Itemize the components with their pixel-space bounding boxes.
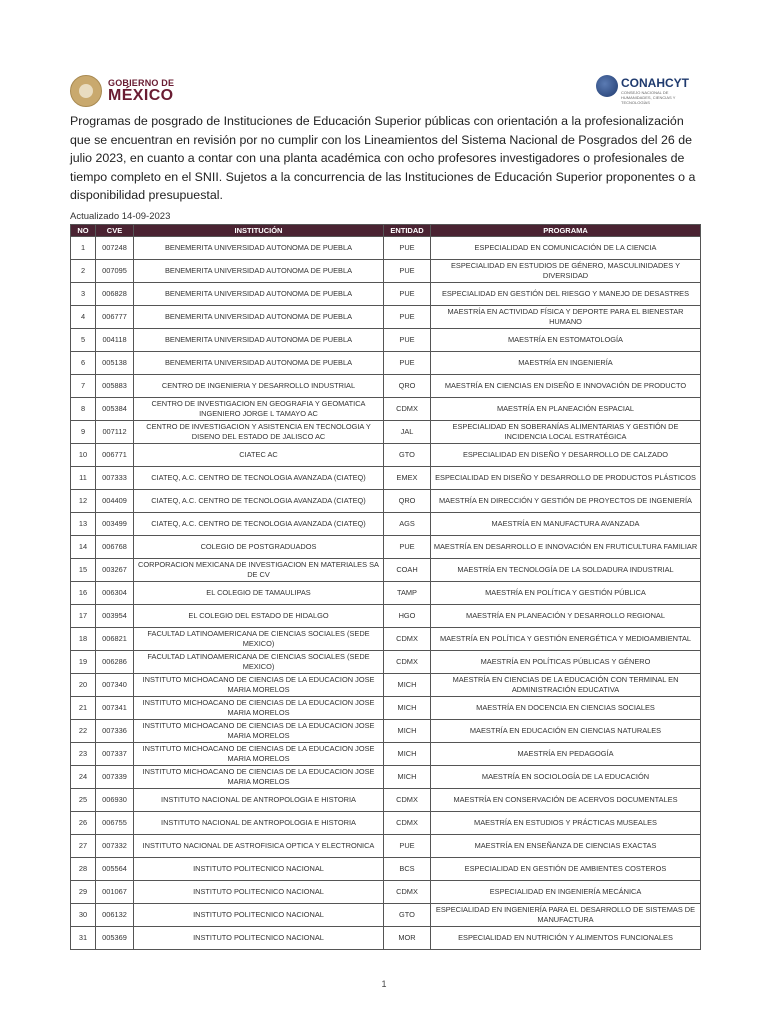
cell-institucion: CORPORACION MEXICANA DE INVESTIGACION EN MATERIALES SA DE CV <box>134 559 384 582</box>
table-row <box>71 352 701 375</box>
cell-no: 5 <box>71 329 96 352</box>
cell-no: 18 <box>71 628 96 651</box>
cell-cve: 006304 <box>96 582 134 605</box>
cell-cve: 007340 <box>96 674 134 697</box>
cell-institucion: INSTITUTO MICHOACANO DE CIENCIAS DE LA EDUCACION JOSE MARIA MORELOS <box>134 766 384 789</box>
cell-cve: 006771 <box>96 444 134 467</box>
cell-programa: ESPECIALIDAD EN GESTIÓN DE AMBIENTES COSTEROS <box>431 858 701 881</box>
cell-entidad: MICH <box>384 766 431 789</box>
cell-cve: 007336 <box>96 720 134 743</box>
table-row <box>71 421 701 444</box>
cell-programa: MAESTRÍA EN SOCIOLOGÍA DE LA EDUCACIÓN <box>431 766 701 789</box>
cell-institucion: COLEGIO DE POSTGRADUADOS <box>134 536 384 559</box>
updated-date: Actualizado 14-09-2023 <box>70 211 171 222</box>
cell-institucion: INSTITUTO NACIONAL DE ANTROPOLOGIA E HISTORIA <box>134 789 384 812</box>
cell-no: 16 <box>71 582 96 605</box>
col-header-institucion: INSTITUCIÓN <box>134 225 384 237</box>
cell-institucion: EL COLEGIO DE TAMAULIPAS <box>134 582 384 605</box>
cell-programa: MAESTRÍA EN DIRECCIÓN Y GESTIÓN DE PROYECTOS DE INGENIERÍA <box>431 490 701 513</box>
cell-no: 1 <box>71 237 96 260</box>
table-row <box>71 283 701 306</box>
cell-no: 27 <box>71 835 96 858</box>
cell-cve: 004409 <box>96 490 134 513</box>
page-header <box>0 0 768 110</box>
gob-logo-small-text: GOBIERNO DE <box>108 78 175 88</box>
cell-cve: 006777 <box>96 306 134 329</box>
cell-cve: 007333 <box>96 467 134 490</box>
cell-institucion: CIATEQ, A.C. CENTRO DE TECNOLOGIA AVANZADA (CIATEQ) <box>134 490 384 513</box>
cell-programa: ESPECIALIDAD EN GESTIÓN DEL RIESGO Y MANEJO DE DESASTRES <box>431 283 701 306</box>
cell-programa: MAESTRÍA EN PLANEACIÓN Y DESARROLLO REGIONAL <box>431 605 701 628</box>
cell-entidad: CDMX <box>384 628 431 651</box>
intro-paragraph: Programas de posgrado de Instituciones de Educación Superior públicas con orientación a la profesionalización que se encuentran en revisión por no cumplir con los Lineamientos del Sistema Nacional de Posgrados del 26 de julio 2023, en cuanto a contar con una planta académica con ocho profesores investigadores o profesionales de tiempo completo en el SNII. Sujetos a la concurrencia de las Instituciones de Educación Superior proponentes o a disponibilidad presupuestal. <box>70 114 696 202</box>
cell-no: 19 <box>71 651 96 674</box>
cell-entidad: GTO <box>384 904 431 927</box>
table-row <box>71 260 701 283</box>
cell-cve: 006930 <box>96 789 134 812</box>
cell-entidad: PUE <box>384 835 431 858</box>
table-row <box>71 812 701 835</box>
col-header-no: NO <box>71 225 96 237</box>
cell-entidad: PUE <box>384 306 431 329</box>
cell-cve: 003954 <box>96 605 134 628</box>
cell-cve: 003499 <box>96 513 134 536</box>
cell-institucion: INSTITUTO POLITECNICO NACIONAL <box>134 927 384 950</box>
cell-no: 6 <box>71 352 96 375</box>
national-seal-icon <box>70 75 102 107</box>
cell-cve: 005138 <box>96 352 134 375</box>
cell-institucion: CIATEC AC <box>134 444 384 467</box>
conahcyt-logo <box>596 73 706 103</box>
cell-entidad: CDMX <box>384 881 431 904</box>
cell-no: 11 <box>71 467 96 490</box>
table-row <box>71 789 701 812</box>
cell-institucion: CENTRO DE INVESTIGACION Y ASISTENCIA EN TECNOLOGIA Y DISENO DEL ESTADO DE JALISCO AC <box>134 421 384 444</box>
cell-institucion: BENEMERITA UNIVERSIDAD AUTONOMA DE PUEBLA <box>134 329 384 352</box>
cell-entidad: AGS <box>384 513 431 536</box>
cell-institucion: CENTRO DE INGENIERIA Y DESARROLLO INDUSTRIAL <box>134 375 384 398</box>
cell-programa: MAESTRÍA EN ESTUDIOS Y PRÁCTICAS MUSEALES <box>431 812 701 835</box>
cell-programa: ESPECIALIDAD EN INGENIERÍA PARA EL DESARROLLO DE SISTEMAS DE MANUFACTURA <box>431 904 701 927</box>
table-row <box>71 674 701 697</box>
cell-institucion: INSTITUTO MICHOACANO DE CIENCIAS DE LA EDUCACION JOSE MARIA MORELOS <box>134 720 384 743</box>
cell-no: 12 <box>71 490 96 513</box>
cell-entidad: COAH <box>384 559 431 582</box>
cell-entidad: MOR <box>384 927 431 950</box>
cell-cve: 006768 <box>96 536 134 559</box>
cell-entidad: PUE <box>384 283 431 306</box>
cell-institucion: INSTITUTO POLITECNICO NACIONAL <box>134 881 384 904</box>
cell-institucion: BENEMERITA UNIVERSIDAD AUTONOMA DE PUEBLA <box>134 283 384 306</box>
table-row <box>71 904 701 927</box>
cell-cve: 007339 <box>96 766 134 789</box>
cell-institucion: BENEMERITA UNIVERSIDAD AUTONOMA DE PUEBLA <box>134 352 384 375</box>
cell-entidad: MICH <box>384 720 431 743</box>
cell-institucion: FACULTAD LATINOAMERICANA DE CIENCIAS SOCIALES (SEDE MEXICO) <box>134 628 384 651</box>
cell-programa: MAESTRÍA EN PEDAGOGÍA <box>431 743 701 766</box>
cell-no: 21 <box>71 697 96 720</box>
cell-programa: MAESTRÍA EN ESTOMATOLOGÍA <box>431 329 701 352</box>
cell-entidad: JAL <box>384 421 431 444</box>
cell-institucion: BENEMERITA UNIVERSIDAD AUTONOMA DE PUEBLA <box>134 260 384 283</box>
cell-no: 4 <box>71 306 96 329</box>
cell-no: 26 <box>71 812 96 835</box>
cell-entidad: QRO <box>384 375 431 398</box>
cell-no: 7 <box>71 375 96 398</box>
cell-programa: MAESTRÍA EN TECNOLOGÍA DE LA SOLDADURA INDUSTRIAL <box>431 559 701 582</box>
cell-institucion: CIATEQ, A.C. CENTRO DE TECNOLOGIA AVANZADA (CIATEQ) <box>134 513 384 536</box>
cell-entidad: TAMP <box>384 582 431 605</box>
table-row <box>71 306 701 329</box>
table-row <box>71 444 701 467</box>
cell-no: 30 <box>71 904 96 927</box>
cell-institucion: FACULTAD LATINOAMERICANA DE CIENCIAS SOCIALES (SEDE MEXICO) <box>134 651 384 674</box>
cell-programa: ESPECIALIDAD EN COMUNICACIÓN DE LA CIENCIA <box>431 237 701 260</box>
cell-no: 9 <box>71 421 96 444</box>
cell-entidad: MICH <box>384 697 431 720</box>
cell-cve: 006132 <box>96 904 134 927</box>
cell-cve: 004118 <box>96 329 134 352</box>
cell-programa: ESPECIALIDAD EN SOBERANÍAS ALIMENTARIAS Y GESTIÓN DE INCIDENCIA LOCAL ESTRATÉGICA <box>431 421 701 444</box>
table-row <box>71 513 701 536</box>
cell-programa: MAESTRÍA EN INGENIERÍA <box>431 352 701 375</box>
cell-programa: MAESTRÍA EN CIENCIAS DE LA EDUCACIÓN CON TERMINAL EN ADMINISTRACIÓN EDUCATIVA <box>431 674 701 697</box>
cell-institucion: INSTITUTO NACIONAL DE ANTROPOLOGIA E HISTORIA <box>134 812 384 835</box>
conahcyt-logo-subtext: CONSEJO NACIONAL DE HUMANIDADES, CIENCIAS Y TECNOLOGÍAS <box>621 90 676 105</box>
cell-entidad: MICH <box>384 674 431 697</box>
cell-cve: 006286 <box>96 651 134 674</box>
cell-programa: MAESTRÍA EN DESARROLLO E INNOVACIÓN EN FRUTICULTURA FAMILIAR <box>431 536 701 559</box>
table-header-row <box>71 225 701 237</box>
cell-cve: 006755 <box>96 812 134 835</box>
gob-logo-big-text: MÉXICO <box>108 87 174 104</box>
cell-entidad: BCS <box>384 858 431 881</box>
page-number: 1 <box>381 979 387 989</box>
table-row <box>71 835 701 858</box>
table-row <box>71 467 701 490</box>
cell-programa: MAESTRÍA EN POLÍTICA Y GESTIÓN PÚBLICA <box>431 582 701 605</box>
cell-entidad: QRO <box>384 490 431 513</box>
cell-programa: MAESTRÍA EN CIENCIAS EN DISEÑO E INNOVACIÓN DE PRODUCTO <box>431 375 701 398</box>
cell-cve: 007337 <box>96 743 134 766</box>
cell-programa: ESPECIALIDAD EN INGENIERÍA MECÁNICA <box>431 881 701 904</box>
cell-no: 10 <box>71 444 96 467</box>
table-row <box>71 582 701 605</box>
cell-entidad: PUE <box>384 260 431 283</box>
cell-cve: 005384 <box>96 398 134 421</box>
cell-programa: ESPECIALIDAD EN ESTUDIOS DE GÉNERO, MASCULINIDADES Y DIVERSIDAD <box>431 260 701 283</box>
table-row <box>71 858 701 881</box>
cell-programa: MAESTRÍA EN ACTIVIDAD FÍSICA Y DEPORTE PARA EL BIENESTAR HUMANO <box>431 306 701 329</box>
cell-institucion: CIATEQ, A.C. CENTRO DE TECNOLOGIA AVANZADA (CIATEQ) <box>134 467 384 490</box>
table-row <box>71 697 701 720</box>
cell-no: 13 <box>71 513 96 536</box>
cell-no: 25 <box>71 789 96 812</box>
cell-programa: MAESTRÍA EN ENSEÑANZA DE CIENCIAS EXACTAS <box>431 835 701 858</box>
programs-table <box>70 224 701 950</box>
table-row <box>71 329 701 352</box>
cell-no: 29 <box>71 881 96 904</box>
cell-entidad: GTO <box>384 444 431 467</box>
cell-no: 8 <box>71 398 96 421</box>
cell-entidad: PUE <box>384 237 431 260</box>
cell-institucion: INSTITUTO MICHOACANO DE CIENCIAS DE LA EDUCACION JOSE MARIA MORELOS <box>134 674 384 697</box>
cell-institucion: INSTITUTO POLITECNICO NACIONAL <box>134 858 384 881</box>
cell-entidad: CDMX <box>384 812 431 835</box>
cell-programa: ESPECIALIDAD EN DISEÑO Y DESARROLLO DE CALZADO <box>431 444 701 467</box>
table-row <box>71 490 701 513</box>
cell-entidad: CDMX <box>384 651 431 674</box>
table-row <box>71 927 701 950</box>
cell-institucion: INSTITUTO NACIONAL DE ASTROFISICA OPTICA Y ELECTRONICA <box>134 835 384 858</box>
cell-institucion: INSTITUTO MICHOACANO DE CIENCIAS DE LA EDUCACION JOSE MARIA MORELOS <box>134 697 384 720</box>
col-header-entidad: ENTIDAD <box>384 225 431 237</box>
cell-no: 24 <box>71 766 96 789</box>
cell-entidad: CDMX <box>384 789 431 812</box>
cell-cve: 007095 <box>96 260 134 283</box>
cell-institucion: BENEMERITA UNIVERSIDAD AUTONOMA DE PUEBLA <box>134 237 384 260</box>
cell-cve: 005369 <box>96 927 134 950</box>
cell-cve: 005564 <box>96 858 134 881</box>
table-row <box>71 628 701 651</box>
cell-institucion: BENEMERITA UNIVERSIDAD AUTONOMA DE PUEBLA <box>134 306 384 329</box>
cell-programa: MAESTRÍA EN POLÍTICAS PÚBLICAS Y GÉNERO <box>431 651 701 674</box>
cell-entidad: CDMX <box>384 398 431 421</box>
cell-no: 23 <box>71 743 96 766</box>
table-row <box>71 743 701 766</box>
cell-entidad: PUE <box>384 536 431 559</box>
cell-no: 14 <box>71 536 96 559</box>
cell-entidad: PUE <box>384 329 431 352</box>
table-row <box>71 398 701 421</box>
cell-entidad: PUE <box>384 352 431 375</box>
cell-cve: 007341 <box>96 697 134 720</box>
col-header-programa: PROGRAMA <box>431 225 701 237</box>
cell-cve: 007248 <box>96 237 134 260</box>
cell-no: 22 <box>71 720 96 743</box>
cell-no: 20 <box>71 674 96 697</box>
table-row <box>71 375 701 398</box>
col-header-cve: CVE <box>96 225 134 237</box>
cell-programa: MAESTRÍA EN CONSERVACIÓN DE ACERVOS DOCUMENTALES <box>431 789 701 812</box>
cell-no: 15 <box>71 559 96 582</box>
cell-no: 3 <box>71 283 96 306</box>
cell-institucion: CENTRO DE INVESTIGACION EN GEOGRAFIA Y GEOMATICA INGENIERO JORGE L TAMAYO AC <box>134 398 384 421</box>
cell-cve: 006821 <box>96 628 134 651</box>
cell-programa: MAESTRÍA EN EDUCACIÓN EN CIENCIAS NATURALES <box>431 720 701 743</box>
cell-no: 2 <box>71 260 96 283</box>
table-row <box>71 651 701 674</box>
table-row <box>71 237 701 260</box>
cell-no: 31 <box>71 927 96 950</box>
cell-cve: 007332 <box>96 835 134 858</box>
cell-cve: 001067 <box>96 881 134 904</box>
cell-entidad: MICH <box>384 743 431 766</box>
cell-programa: MAESTRÍA EN PLANEACIÓN ESPACIAL <box>431 398 701 421</box>
table-row <box>71 536 701 559</box>
gobierno-de-mexico-logo <box>70 75 180 109</box>
cell-no: 28 <box>71 858 96 881</box>
cell-institucion: EL COLEGIO DEL ESTADO DE HIDALGO <box>134 605 384 628</box>
cell-programa: MAESTRÍA EN MANUFACTURA AVANZADA <box>431 513 701 536</box>
table-row <box>71 720 701 743</box>
cell-entidad: HGO <box>384 605 431 628</box>
cell-programa: MAESTRÍA EN POLÍTICA Y GESTIÓN ENERGÉTICA Y MEDIOAMBIENTAL <box>431 628 701 651</box>
cell-cve: 007112 <box>96 421 134 444</box>
conahcyt-globe-icon <box>596 75 618 97</box>
conahcyt-logo-text: CONAHCYT <box>621 76 689 90</box>
table-row <box>71 766 701 789</box>
table-row <box>71 605 701 628</box>
cell-cve: 005883 <box>96 375 134 398</box>
table-row <box>71 559 701 582</box>
table-body <box>71 237 701 950</box>
cell-cve: 006828 <box>96 283 134 306</box>
cell-programa: MAESTRÍA EN DOCENCIA EN CIENCIAS SOCIALES <box>431 697 701 720</box>
cell-no: 17 <box>71 605 96 628</box>
cell-entidad: EMEX <box>384 467 431 490</box>
cell-cve: 003267 <box>96 559 134 582</box>
cell-institucion: INSTITUTO POLITECNICO NACIONAL <box>134 904 384 927</box>
cell-institucion: INSTITUTO MICHOACANO DE CIENCIAS DE LA EDUCACION JOSE MARIA MORELOS <box>134 743 384 766</box>
table-row <box>71 881 701 904</box>
cell-programa: ESPECIALIDAD EN DISEÑO Y DESARROLLO DE PRODUCTOS PLÁSTICOS <box>431 467 701 490</box>
cell-programa: ESPECIALIDAD EN NUTRICIÓN Y ALIMENTOS FUNCIONALES <box>431 927 701 950</box>
